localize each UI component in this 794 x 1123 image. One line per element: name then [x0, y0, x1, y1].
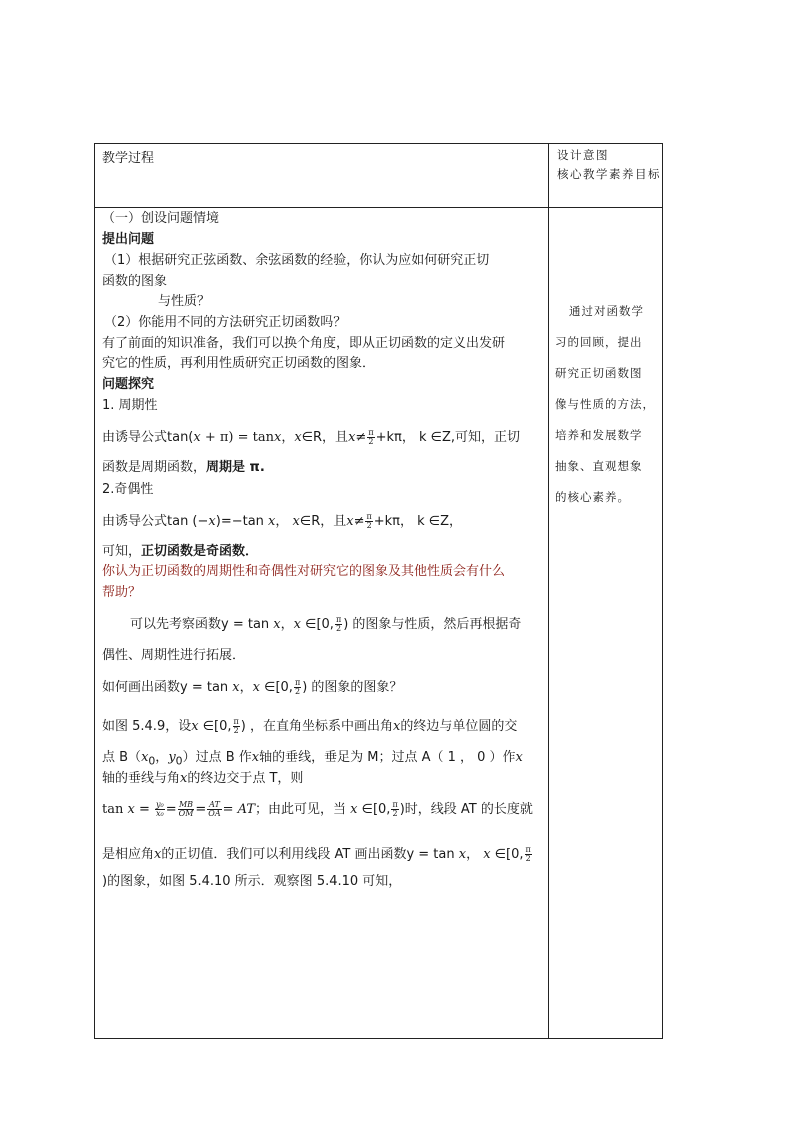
- fraction-pi-over-2: $\frac{\pi}{2}$: [392, 800, 398, 818]
- paragraph-figure-549: 如图 5.4.9，设x ∈[0, $\frac{\pi}{2}$ ) ，在直角坐标系中画出角x的终边与单位圆的交: [102, 717, 518, 735]
- section-heading: （一）创设问题情境: [102, 211, 220, 226]
- fraction-pi-over-2: $\frac{\pi}{2}$: [233, 717, 239, 735]
- paragraph-line: 有了前面的知识准备，我们可以换个角度，即从正切函数的定义出发研: [102, 336, 506, 351]
- parity-conclusion: 可知，正切函数是奇函数．: [102, 544, 259, 559]
- red-question: 你认为正切函数的周期性和奇偶性对研究它的图象及其他性质会有什么: [102, 564, 506, 579]
- note-line: 通过对函数学: [569, 304, 644, 318]
- formula-tangent-line: tan x = $\frac{\text{y₀}}{\text{x₀}}$ = $\frac{MB}{OM}$ = $\frac{AT}{OA}$ = AT；由此可见，当 x ∈[0, $\frac{\pi}{2}$ )时，线段 AT 的长度就: [102, 800, 533, 818]
- item-parity: 2.奇偶性: [102, 482, 154, 497]
- question-how-to-draw: 如何画出函数y = tan x，x ∈[0, $\frac{\pi}{2}$ ) 的图象的图象？: [102, 678, 403, 696]
- paragraph-line: 究它的性质，再利用性质研究正切函数的图象．: [102, 356, 376, 371]
- item-periodicity: 1. 周期性: [102, 398, 158, 413]
- fraction-pi-over-2: $\frac{\pi}{2}$: [368, 428, 374, 446]
- question-1-cont2: 与性质？: [158, 294, 211, 309]
- table-frame: [94, 143, 663, 1039]
- paragraph-consider-function: 可以先考察函数y = tan x，x ∈[0, $\frac{\pi}{2}$ ) 的图象与性质，然后再根据奇: [130, 615, 522, 633]
- subheading-explore: 问题探究: [102, 377, 155, 392]
- note-line: 的核心素养。: [555, 490, 630, 504]
- note-line: 研究正切函数图: [555, 366, 643, 380]
- header-divider: [94, 207, 663, 208]
- fraction-mb-over-om: $\frac{MB}{OM}$: [178, 800, 194, 818]
- fraction-pi-over-2: $\frac{\pi}{2}$: [366, 512, 372, 530]
- red-question-cont: 帮助？: [102, 585, 142, 600]
- question-2: （2）你能用不同的方法研究正切函数吗？: [104, 315, 347, 330]
- design-intent-note: [555, 296, 661, 513]
- note-line: 像与性质的方法，: [555, 397, 655, 411]
- paragraph-line: 点 $B(x_0$，$y_0$）过点 B 作x轴的垂线，垂足为 M；过点 A（ 1 ， 0 ）作x: [102, 750, 523, 768]
- question-1: （1）根据研究正弦函数、余弦函数的经验，你认为应如何研究正切: [104, 253, 490, 268]
- note-line: 培养和发展数学: [555, 428, 643, 442]
- paragraph-line: 轴的垂线与角x的终边交于点 T，则: [102, 771, 304, 786]
- paragraph-figure-5410: )的图象，如图 5.4.10 所示．观察图 5.4.10 可知，: [102, 874, 402, 889]
- formula-parity: 由诱导公式tan (−x)=−tan x， x∈R，且x≠ $\frac{\pi}{2}$ +kπ， k ∈Z，: [102, 512, 463, 530]
- header-teaching-process: 教学过程: [102, 151, 155, 166]
- note-line: 抽象、直观想象: [555, 459, 643, 473]
- formula-periodicity: 由诱导公式tan(x + π) = tanx，x∈R，且x≠ $\frac{\pi}{2}$ +kπ， k ∈Z,可知，正切: [102, 428, 520, 446]
- fraction-at-over-oa: $\frac{AT}{OA}$: [208, 800, 221, 818]
- note-line: 习的回顾，提出: [555, 335, 643, 349]
- header-design-intent-line1: 设计意图: [557, 148, 609, 162]
- column-divider: [548, 143, 549, 1039]
- fraction-y0-over-x0: $\frac{\text{y₀}}{\text{x₀}}$: [156, 800, 164, 818]
- paragraph-line: 是相应角x的正切值．我们可以利用线段 AT 画出函数y = tan x， x ∈[0, $\frac{\pi}{2}$: [102, 845, 531, 863]
- fraction-pi-over-2: $\frac{\pi}{2}$: [525, 845, 531, 863]
- periodicity-conclusion: 函数是周期函数，周期是 π.: [102, 460, 265, 475]
- header-design-intent-line2: 核心教学素养目标: [557, 167, 661, 181]
- question-1-cont: 函数的图象: [102, 274, 168, 289]
- fraction-pi-over-2: $\frac{\pi}{2}$: [335, 615, 342, 633]
- header-design-intent: [557, 146, 661, 184]
- paragraph-line: 偶性、周期性进行拓展．: [102, 648, 246, 663]
- subheading-pose-questions: 提出问题: [102, 232, 155, 247]
- fraction-pi-over-2: $\frac{\pi}{2}$: [294, 678, 301, 696]
